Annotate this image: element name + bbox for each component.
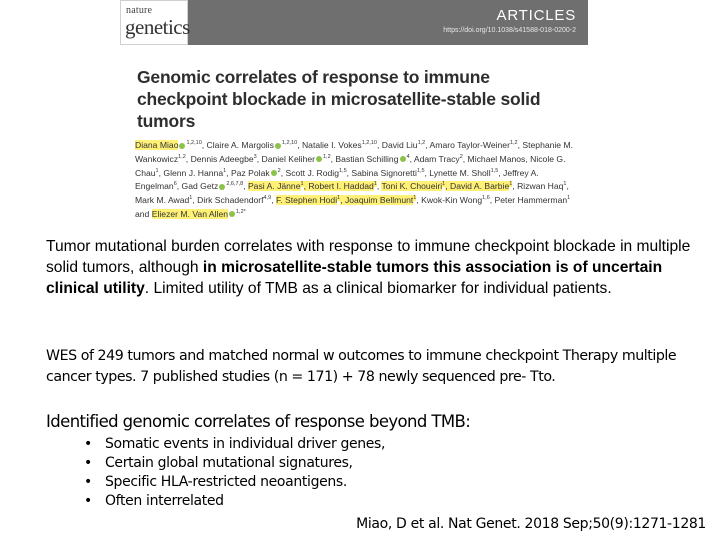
author-affiliation: 1 [189,195,193,202]
author-name: , Bastian Schilling [330,153,399,164]
list-item-text: Certain global mutational signatures, [105,455,353,471]
bullet-icon: • [84,474,92,490]
author-name: , Lynette M. Sholl [424,167,491,178]
author-name: Pasi A. Jänne [247,181,301,192]
section-label: ARTICLES [496,7,576,24]
author-affiliation: 1,2 [323,153,331,160]
author-affiliation: 1,5 [338,167,347,174]
paper-title: Genomic correlates of response to immune checkpoint blockade in microsatellite-stable solid tumors [137,67,541,131]
author-name: Toni K. Choueiri [381,181,443,192]
author-name: and [135,208,152,219]
journal-banner [137,0,588,45]
author-name: , Paz Polak [226,167,270,178]
author-affiliation: 1 [413,195,417,202]
author-affiliation: 1 [567,195,571,202]
author-affiliation: 1 [155,167,159,174]
author-name: , [271,194,276,205]
author-affiliation: 1,2,10 [186,140,202,146]
bullet-icon: • [84,455,92,471]
author-name: , Dirk Schadendorf [192,194,264,205]
author-name: , Rizwan Haq [512,181,564,192]
citation: Miao, D et al. Nat Genet. 2018 Sep;50(9):1271-1281 [356,516,706,532]
author-affiliation: 1 [563,181,567,188]
author-affiliation: 2,6,7,8 [226,181,244,188]
author-name: , Gad Getz [176,181,219,192]
author-affiliation: 1,2 [178,153,186,160]
list-item-text: Specific HLA-restricted neoantigens. [105,474,347,490]
author-name: , Stephanie M. Wankowicz [135,139,574,164]
author-name: , David Liu [376,139,418,150]
author-affiliation: 2 [277,167,281,174]
orcid-icon[interactable] [219,184,225,190]
author-name: , Dennis Adeegbe [185,153,254,164]
wes-paragraph: WES of 249 tumors and matched normal w outcomes to immune checkpoint Therapy multiple cancer types. 7 published studies (n = 171) + 78 newly sequenced pre- Tto. [46,348,677,385]
orcid-icon[interactable] [179,143,185,149]
author-name: , Joaquim Bellmunt [340,194,414,205]
author-affiliation: 1,2* [236,208,246,215]
author-affiliation: 1 [300,181,304,188]
author-name: , Peter Hammerman [489,194,568,205]
summary-text-2: . Limited utility of TMB as a clinical biomarker for individual patients. [144,280,612,297]
author-list [135,138,580,221]
identified-heading [46,410,706,434]
orcid-icon[interactable] [400,156,406,162]
author-name: , Robert I. Haddad [303,181,374,192]
author-affiliation: 1,2 [417,140,426,146]
author-affiliation: 1,5 [416,167,425,174]
author-affiliation: 3 [253,153,257,160]
author-affiliation: 1,2,10 [281,140,298,146]
orcid-icon[interactable] [316,156,322,162]
list-item [84,454,385,473]
author-name: , David A. Barbie [445,181,510,192]
list-item-text: Somatic events in individual driver genes, [105,436,386,452]
author-name: , [243,181,248,192]
author-affiliation: 1 [509,181,513,188]
identified-heading-text: Identified genomic correlates of response beyond TMB [46,412,466,431]
orcid-icon[interactable] [271,170,277,176]
author-affiliation: 4,9 [263,195,272,202]
correlates-list [84,435,385,511]
list-item [84,435,385,454]
author-name: , [376,181,382,192]
logo-genetics-text: genetics [125,15,190,39]
identified-heading-colon: : [465,412,471,431]
author-name: , Kwok-Kin Wong [416,194,483,205]
author-name: , Mark M. Awad [135,181,569,205]
author-name: , Natalie I. Vokes [297,139,362,150]
author-affiliation: 1 [223,167,227,174]
author-affiliation: 1,2 [509,140,518,146]
bullet-icon: • [84,493,92,509]
article-header-image [120,0,588,232]
list-item [84,473,385,492]
author-name: F. Stephen Hodi [275,194,338,205]
orcid-icon[interactable] [229,211,235,217]
author-name: , Adam Tracy [409,153,460,164]
author-affiliation: 2 [459,153,463,160]
summary-text-1: Tumor mutational burden correlates with response to immune checkpoint blockade in multiple solid tumors, although [46,238,691,276]
author-name: , Sabina Signoretti [346,167,417,178]
author-name: , Amaro Taylor-Weiner [425,139,510,150]
author-affiliation: 1 [337,195,341,202]
list-item [84,492,385,511]
summary-paragraph [46,236,706,299]
author-affiliation: 1,6 [482,195,490,202]
author-affiliation: 4 [406,153,410,160]
logo-nature-text: nature [126,5,153,16]
author-name: , Daniel Keliher [256,153,315,164]
author-name: , Glenn J. Hanna [158,167,224,178]
summary-text-bold: in microsatellite-stable tumors this association is of uncertain clinical utility [46,259,663,297]
author-affiliation: 1,2,10 [361,140,377,146]
nature-genetics-logo [120,0,188,45]
orcid-icon[interactable] [275,143,281,149]
author-name: , Claire A. Margolis [201,139,274,150]
doi-link[interactable]: https://doi.org/10.1038/s41588-018-0200-2 [443,27,576,34]
author-name: , Michael Manos, Nicole G. Chau [135,153,566,178]
author-affiliation: 6 [173,181,177,188]
author-affiliation: 1 [442,181,446,188]
list-item-text: Often interrelated [105,493,224,509]
author-affiliation: 1 [373,181,377,188]
author-name: , Scott J. Rodig [280,167,339,178]
author-name: Diana Miao [135,139,179,150]
author-name: , Jeffrey A. Engelman [135,167,539,192]
author-name: Eliezer M. Van Allen [151,208,228,219]
author-affiliation: 1,5 [490,167,499,174]
bullet-icon: • [84,436,92,452]
